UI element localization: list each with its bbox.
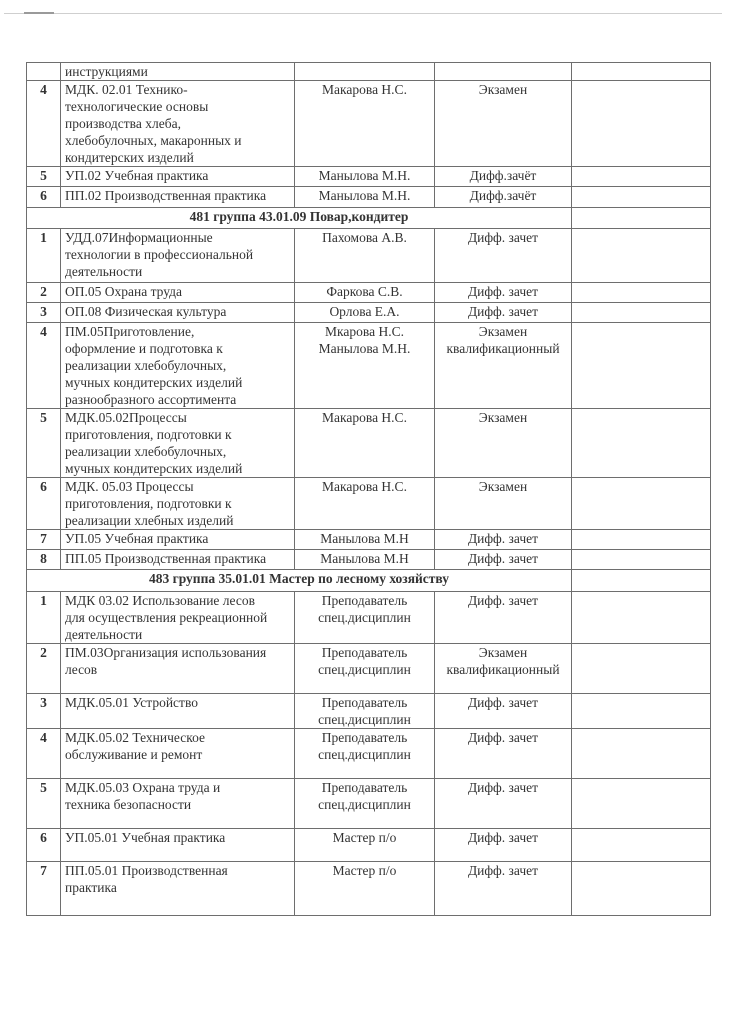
assessment-form-cell-line: Дифф. зачет xyxy=(467,863,539,878)
notes-cell xyxy=(572,644,711,694)
subject-cell-line: МДК.05.02 Техническое xyxy=(65,730,205,745)
assessment-form-cell xyxy=(435,829,572,862)
teacher-cell-line: Мкарова Н.С. xyxy=(325,324,404,339)
table-row xyxy=(27,862,711,916)
teacher-cell-line: Манылова М.Н. xyxy=(318,341,411,356)
table-row xyxy=(27,478,711,530)
subject-cell-line: деятельности xyxy=(65,264,143,279)
assessment-form-cell xyxy=(435,167,572,187)
section-title: 483 группа 35.01.01 Мастер по лесному хозяйству xyxy=(27,570,572,592)
teacher-cell-line: спец.дисциплин xyxy=(318,712,411,727)
notes-cell xyxy=(572,323,711,409)
subject-cell-line: реализации хлебобулочных, xyxy=(65,358,227,373)
subject-cell xyxy=(61,478,295,530)
teacher-cell xyxy=(295,409,435,478)
subject-cell-line: оформление и подготовка к xyxy=(65,341,223,356)
subject-cell-line: реализации хлебных изделий xyxy=(65,513,234,528)
teacher-cell xyxy=(295,283,435,303)
row-number: 4 xyxy=(27,729,61,779)
table-row xyxy=(27,694,711,729)
assessment-form-cell-line: Экзамен xyxy=(478,324,528,339)
row-number: 4 xyxy=(27,323,61,409)
table-row xyxy=(27,779,711,829)
teacher-cell-line: Преподаватель xyxy=(321,645,408,660)
subject-cell-line: инструкциями xyxy=(65,64,148,79)
notes-cell xyxy=(572,550,711,570)
exam-schedule-table xyxy=(26,62,711,916)
row-number: 8 xyxy=(27,550,61,570)
assessment-form-cell-line: Экзамен xyxy=(478,410,528,425)
teacher-cell-line: Преподаватель xyxy=(321,695,408,710)
subject-cell-line: МДК.05.03 Охрана труда и xyxy=(65,780,221,795)
teacher-cell xyxy=(295,229,435,283)
teacher-cell-line: Манылова М.Н. xyxy=(318,188,411,203)
teacher-cell xyxy=(295,303,435,323)
subject-cell-line: деятельности xyxy=(65,627,143,642)
assessment-form-cell xyxy=(435,303,572,323)
notes-cell xyxy=(572,167,711,187)
subject-cell-line: практика xyxy=(65,880,117,895)
assessment-form-cell xyxy=(435,187,572,208)
assessment-form-cell-line: Дифф.зачёт xyxy=(469,188,537,203)
assessment-form-cell-line: квалификационный xyxy=(446,662,560,677)
subject-cell-line: обслуживание и ремонт xyxy=(65,747,203,762)
assessment-form-cell xyxy=(435,63,572,81)
assessment-form-cell xyxy=(435,592,572,644)
table-row xyxy=(27,283,711,303)
assessment-form-cell xyxy=(435,862,572,916)
teacher-cell-line: Манылова М.Н xyxy=(320,531,409,546)
notes-cell xyxy=(572,592,711,644)
subject-cell-line: ПП.05.01 Производственная xyxy=(65,863,228,878)
row-number: 7 xyxy=(27,530,61,550)
subject-cell xyxy=(61,862,295,916)
section-title: 481 группа 43.01.09 Повар,кондитер xyxy=(27,208,572,229)
subject-cell-line: МДК.05.01 Устройство xyxy=(65,695,198,710)
teacher-cell-line: спец.дисциплин xyxy=(318,797,411,812)
subject-cell-line: хлебобулочных, макаронных и xyxy=(65,133,242,148)
teacher-cell xyxy=(295,644,435,694)
assessment-form-cell xyxy=(435,323,572,409)
subject-cell-line: ОП.05 Охрана труда xyxy=(65,284,182,299)
teacher-cell xyxy=(295,478,435,530)
row-number: 7 xyxy=(27,862,61,916)
teacher-cell xyxy=(295,550,435,570)
assessment-form-cell xyxy=(435,478,572,530)
subject-cell xyxy=(61,644,295,694)
subject-cell xyxy=(61,409,295,478)
teacher-cell xyxy=(295,187,435,208)
notes-cell xyxy=(572,779,711,829)
teacher-cell-line: Мастер п/о xyxy=(332,830,397,845)
subject-cell xyxy=(61,283,295,303)
subject-cell-line: мучных кондитерских изделий xyxy=(65,461,243,476)
assessment-form-cell-line: Дифф. зачет xyxy=(467,531,539,546)
notes-cell xyxy=(572,63,711,81)
subject-cell xyxy=(61,229,295,283)
assessment-form-cell xyxy=(435,283,572,303)
teacher-cell xyxy=(295,592,435,644)
teacher-cell xyxy=(295,167,435,187)
teacher-cell xyxy=(295,729,435,779)
assessment-form-cell xyxy=(435,644,572,694)
assessment-form-cell xyxy=(435,409,572,478)
row-number: 5 xyxy=(27,167,61,187)
subject-cell xyxy=(61,592,295,644)
assessment-form-cell-line: Дифф.зачёт xyxy=(469,168,537,183)
section-header-row xyxy=(27,208,711,229)
row-number: 6 xyxy=(27,187,61,208)
subject-cell-line: УП.02 Учебная практика xyxy=(65,168,209,183)
subject-cell-line: технологические основы xyxy=(65,99,209,114)
subject-cell xyxy=(61,63,295,81)
row-number: 4 xyxy=(27,81,61,167)
subject-cell-line: УП.05 Учебная практика xyxy=(65,531,209,546)
teacher-cell xyxy=(295,323,435,409)
assessment-form-cell xyxy=(435,694,572,729)
table-row xyxy=(27,81,711,167)
subject-cell-line: МДК. 05.03 Процессы xyxy=(65,479,194,494)
subject-cell xyxy=(61,550,295,570)
teacher-cell-line: Орлова Е.А. xyxy=(329,304,400,319)
teacher-cell-line: Мастер п/о xyxy=(332,863,397,878)
assessment-form-cell-line: Дифф. зачет xyxy=(467,304,539,319)
teacher-cell-line: Фаркова С.В. xyxy=(326,284,403,299)
teacher-cell-line: спец.дисциплин xyxy=(318,610,411,625)
teacher-cell-line: Преподаватель xyxy=(321,593,408,608)
assessment-form-cell xyxy=(435,550,572,570)
teacher-cell-line: Манылова М.Н. xyxy=(318,168,411,183)
assessment-form-cell xyxy=(435,729,572,779)
subject-cell-line: приготовления, подготовки к xyxy=(65,427,232,442)
subject-cell xyxy=(61,530,295,550)
notes-cell xyxy=(572,862,711,916)
notes-cell xyxy=(572,530,711,550)
notes-cell xyxy=(572,478,711,530)
assessment-form-cell xyxy=(435,229,572,283)
subject-cell xyxy=(61,167,295,187)
subject-cell xyxy=(61,303,295,323)
assessment-form-cell-line: Экзамен xyxy=(478,645,528,660)
subject-cell-line: УДД.07Информационные xyxy=(65,230,213,245)
table-row xyxy=(27,167,711,187)
notes-cell xyxy=(572,187,711,208)
assessment-form-cell-line: Экзамен xyxy=(478,82,528,97)
subject-cell xyxy=(61,187,295,208)
notes-cell xyxy=(572,303,711,323)
subject-cell-line: ОП.08 Физическая культура xyxy=(65,304,227,319)
subject-cell-line: ПМ.03Организация использования xyxy=(65,645,267,660)
subject-cell-line: приготовления, подготовки к xyxy=(65,496,232,511)
scan-top-rule xyxy=(4,13,722,14)
teacher-cell-line: Пахомова А.В. xyxy=(322,230,407,245)
assessment-form-cell xyxy=(435,81,572,167)
notes-cell xyxy=(572,283,711,303)
assessment-form-cell-line: Дифф. зачет xyxy=(467,830,539,845)
subject-cell-line: МДК 03.02 Использование лесов xyxy=(65,593,255,608)
teacher-cell xyxy=(295,779,435,829)
teacher-cell-line: Манылова М.Н xyxy=(320,551,409,566)
notes-cell xyxy=(572,694,711,729)
subject-cell-line: мучных кондитерских изделий xyxy=(65,375,243,390)
subject-cell xyxy=(61,694,295,729)
subject-cell-line: реализации хлебобулочных, xyxy=(65,444,227,459)
table-row xyxy=(27,729,711,779)
table-row xyxy=(27,530,711,550)
assessment-form-cell-line: Дифф. зачет xyxy=(467,695,539,710)
table-row xyxy=(27,409,711,478)
subject-cell-line: МДК.05.02Процессы xyxy=(65,410,187,425)
table-row xyxy=(27,303,711,323)
subject-cell-line: МДК. 02.01 Технико- xyxy=(65,82,188,97)
row-number: 1 xyxy=(27,592,61,644)
row-number: 5 xyxy=(27,779,61,829)
teacher-cell-line: Макарова Н.С. xyxy=(322,82,407,97)
table-row xyxy=(27,592,711,644)
section-header-row xyxy=(27,570,711,592)
table-row xyxy=(27,187,711,208)
assessment-form-cell-line: Дифф. зачет xyxy=(467,551,539,566)
subject-cell-line: ПП.02 Производственная практика xyxy=(65,188,267,203)
teacher-cell-line: спец.дисциплин xyxy=(318,747,411,762)
table-row xyxy=(27,550,711,570)
subject-cell-line: для осуществления рекреационной xyxy=(65,610,268,625)
teacher-cell xyxy=(295,530,435,550)
notes-cell xyxy=(572,829,711,862)
teacher-cell xyxy=(295,63,435,81)
row-number: 6 xyxy=(27,829,61,862)
row-number: 3 xyxy=(27,694,61,729)
notes-cell xyxy=(572,570,711,592)
row-number: 5 xyxy=(27,409,61,478)
subject-cell-line: техника безопасности xyxy=(65,797,192,812)
assessment-form-cell-line: Дифф. зачет xyxy=(467,284,539,299)
notes-cell xyxy=(572,81,711,167)
teacher-cell xyxy=(295,81,435,167)
teacher-cell xyxy=(295,694,435,729)
subject-cell-line: технологии в профессиональной xyxy=(65,247,254,262)
subject-cell-line: кондитерских изделий xyxy=(65,150,194,165)
subject-cell xyxy=(61,729,295,779)
assessment-form-cell-line: Экзамен xyxy=(478,479,528,494)
subject-cell xyxy=(61,323,295,409)
row-number xyxy=(27,63,61,81)
subject-cell xyxy=(61,829,295,862)
row-number: 1 xyxy=(27,229,61,283)
table-row xyxy=(27,829,711,862)
assessment-form-cell xyxy=(435,779,572,829)
assessment-form-cell-line: Дифф. зачет xyxy=(467,730,539,745)
subject-cell-line: УП.05.01 Учебная практика xyxy=(65,830,226,845)
assessment-form-cell xyxy=(435,530,572,550)
row-number: 2 xyxy=(27,283,61,303)
teacher-cell-line: спец.дисциплин xyxy=(318,662,411,677)
teacher-cell xyxy=(295,862,435,916)
subject-cell-line: ПМ.05Приготовление, xyxy=(65,324,195,339)
assessment-form-cell-line: Дифф. зачет xyxy=(467,230,539,245)
row-number: 3 xyxy=(27,303,61,323)
table-row xyxy=(27,323,711,409)
table-body xyxy=(27,63,711,916)
subject-cell-line: лесов xyxy=(65,662,98,677)
subject-cell-line: ПП.05 Производственная практика xyxy=(65,551,267,566)
subject-cell xyxy=(61,779,295,829)
subject-cell xyxy=(61,81,295,167)
notes-cell xyxy=(572,409,711,478)
assessment-form-cell-line: квалификационный xyxy=(446,341,560,356)
row-number: 2 xyxy=(27,644,61,694)
teacher-cell-line: Преподаватель xyxy=(321,780,408,795)
assessment-form-cell-line: Дифф. зачет xyxy=(467,593,539,608)
notes-cell xyxy=(572,229,711,283)
teacher-cell-line: Макарова Н.С. xyxy=(322,479,407,494)
subject-cell-line: производства хлеба, xyxy=(65,116,181,131)
table-row xyxy=(27,63,711,81)
scan-mark xyxy=(24,12,54,14)
table-row xyxy=(27,644,711,694)
table-row xyxy=(27,229,711,283)
notes-cell xyxy=(572,208,711,229)
assessment-form-cell-line: Дифф. зачет xyxy=(467,780,539,795)
notes-cell xyxy=(572,729,711,779)
row-number: 6 xyxy=(27,478,61,530)
subject-cell-line: разнообразного ассортимента xyxy=(65,392,237,407)
teacher-cell-line: Макарова Н.С. xyxy=(322,410,407,425)
teacher-cell-line: Преподаватель xyxy=(321,730,408,745)
teacher-cell xyxy=(295,829,435,862)
